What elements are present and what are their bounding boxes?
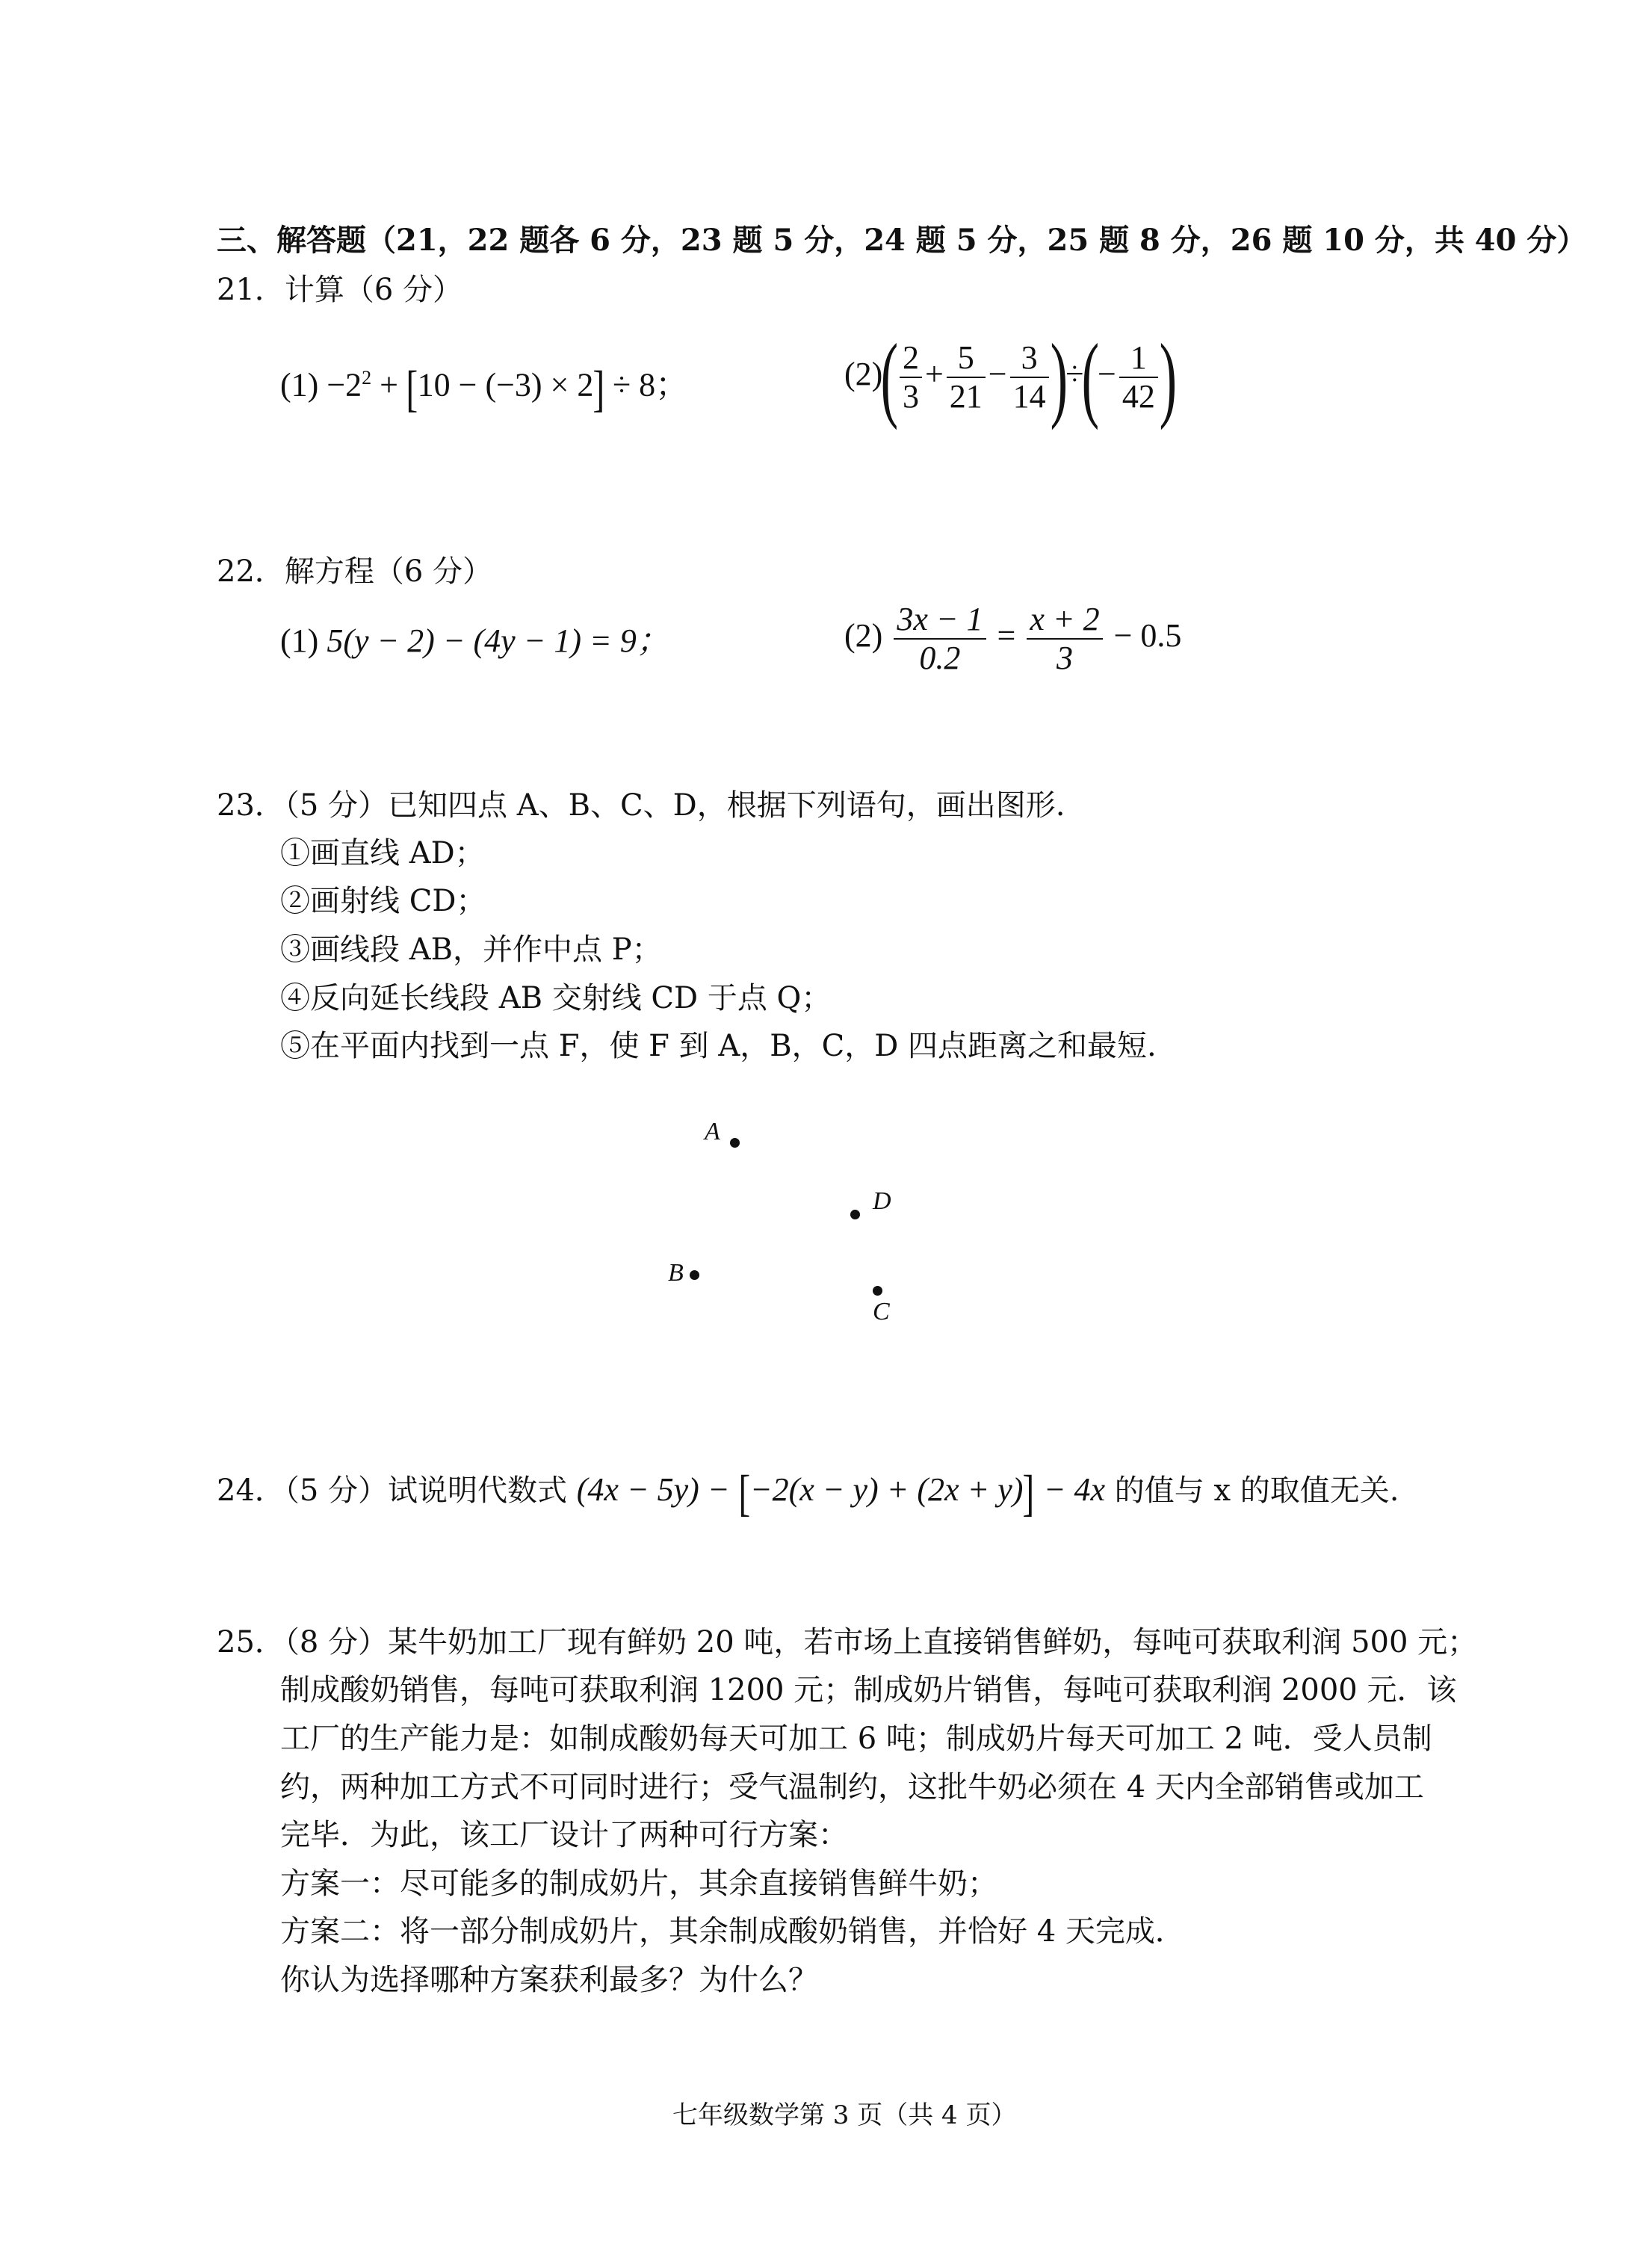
question-24: 24．（5 分）试说明代数式 (4x − 5y) − [−2(x − y) + (2x + y)] − 4x 的值与 x 的取值无关. <box>217 1464 1399 1521</box>
point-d-dot <box>850 1210 860 1219</box>
question-25-line-1: 25．（8 分）某牛奶加工厂现有鲜奶 20 吨，若市场上直接销售鲜奶，每吨可获取利润 500 元； <box>217 1625 1478 1660</box>
part-label: (1) <box>280 622 319 659</box>
part-label: (1) <box>280 366 319 403</box>
point-c-label: C <box>873 1298 890 1326</box>
fraction: $\frac{3x - 1}{0.2}$ <box>894 601 986 677</box>
question-22-title: 22．解方程（6 分） <box>217 554 493 589</box>
question-25-line-3: 工厂的生产能力是：如制成酸奶每天可加工 6 吨；制成奶片每天可加工 2 吨．受人员制 <box>280 1722 1432 1756</box>
point-b-dot <box>690 1270 699 1280</box>
question-25-line-2: 制成酸奶销售，每吨可获取利润 1200 元；制成奶片销售，每吨可获取利润 2000 元．该 <box>280 1673 1457 1707</box>
page-footer: 七年级数学第 3 页（共 4 页） <box>672 2100 1017 2130</box>
fraction: $\frac{5}{21}$ <box>947 339 986 415</box>
point-c-dot <box>873 1286 882 1296</box>
question-23-item-3: ③画线段 AB，并作中点 P； <box>280 932 662 967</box>
question-25-line-7: 方案二：将一部分制成奶片，其余制成酸奶销售，并恰好 4 天完成． <box>280 1914 1185 1949</box>
fraction: $\frac{3}{14}$ <box>1010 339 1049 415</box>
question-22-part-1: (1) 5(y − 2) − (4y − 1) = 9； <box>280 622 669 659</box>
question-21-title: 21．计算（6 分） <box>217 273 463 307</box>
fraction: $\frac{1}{42}$ <box>1119 339 1158 415</box>
question-21-part-1: $(1) -2^2 + [10 - (-3) \times 2] \div 8$； <box>280 359 689 417</box>
question-23-item-1: ①画直线 AD； <box>280 836 485 870</box>
question-22-part-2: (2) $\frac{3x - 1}{0.2}$ = $\frac{x + 2}{3}$ − 0.5 <box>844 600 1182 676</box>
right-bracket: ] <box>593 359 605 417</box>
question-25-line-5: 完毕．为此，该工厂设计了两种可行方案： <box>280 1818 848 1852</box>
point-b-label: B <box>668 1259 684 1287</box>
question-23-title: 23．（5 分）已知四点 A、B、C、D，根据下列语句，画出图形. <box>217 788 1065 823</box>
question-25-line-6: 方案一：尽可能多的制成奶片，其余直接销售鲜牛奶； <box>280 1866 997 1901</box>
left-bracket: [ <box>738 1464 751 1521</box>
question-23-item-5: ⑤在平面内找到一点 F，使 F 到 A，B，C，D 四点距离之和最短. <box>280 1029 1157 1063</box>
question-21-part-2: (2)( $\frac{2}{3}$ + $\frac{5}{21}$ − $\frac{3}{14}$ )÷(− $\frac{1}{42}$ ) <box>844 324 1177 430</box>
part-label: (2) <box>844 356 883 392</box>
fraction: $\frac{2}{3}$ <box>900 339 922 415</box>
question-23-item-4: ④反向延长线段 AB 交射线 CD 于点 Q； <box>280 981 832 1015</box>
left-bracket: [ <box>406 359 418 417</box>
section-heading: 三、解答题（21，22 题各 6 分，23 题 5 分，24 题 5 分，25 题 8 分，26 题 10 分，共 40 分） <box>217 223 1587 258</box>
part-label: (2) <box>844 617 883 654</box>
fraction: $\frac{x + 2}{3}$ <box>1027 601 1102 677</box>
point-d-label: D <box>873 1187 891 1215</box>
question-23-item-2: ②画射线 CD； <box>280 884 486 918</box>
question-25-line-8: 你认为选择哪种方案获利最多？为什么？ <box>280 1963 818 1997</box>
right-bracket: ] <box>1022 1464 1035 1521</box>
question-25-line-4: 约，两种加工方式不可同时进行；受气温制约，这批牛奶必须在 4 天内全部销售或加工 <box>280 1770 1424 1804</box>
point-a-label: A <box>705 1118 720 1145</box>
point-a-dot <box>730 1138 740 1148</box>
